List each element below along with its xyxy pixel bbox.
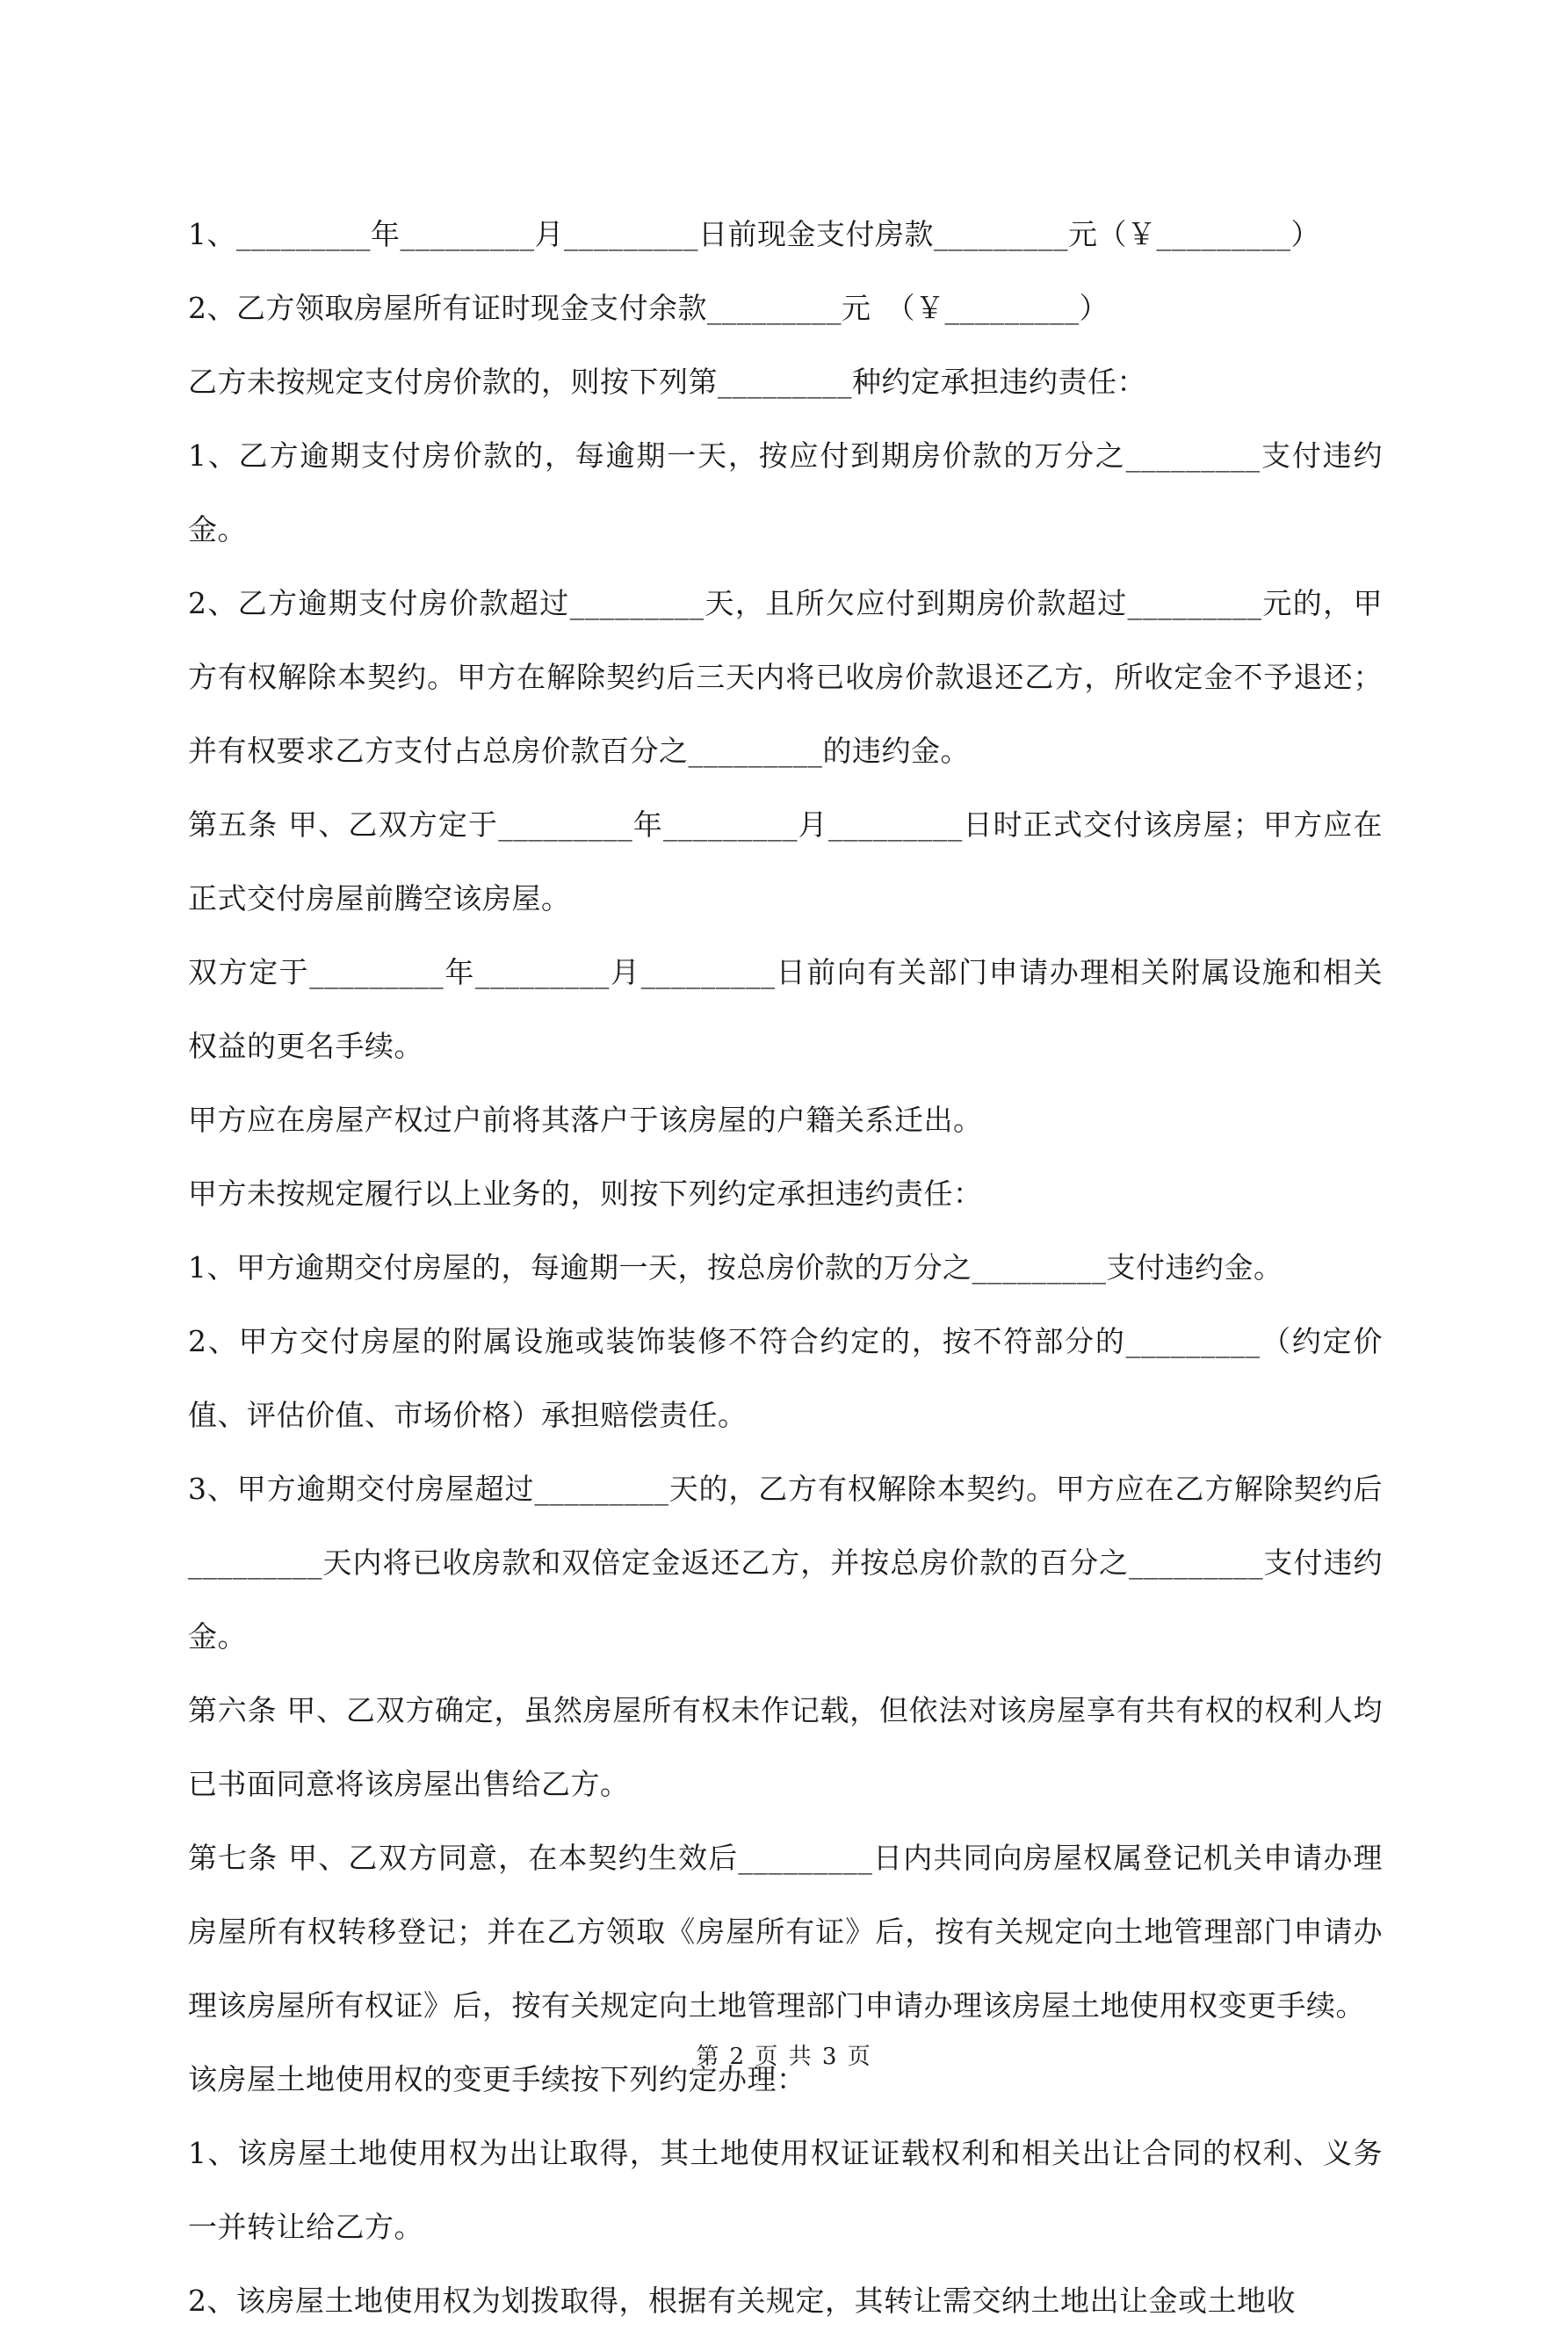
seller-default-clause-3: 3、甲方逾期交付房屋超过_________天的，乙方有权解除本契约。甲方应在乙方解除契约后_________天内将已收房款和双倍定金返还乙方，并按总房价款的百分之_________支付违约金。 <box>188 1472 1383 1654</box>
land-use-clause-1: 1、该房屋土地使用权为出让取得，其土地使用权证证载权利和相关出让合同的权利、义务一并转让给乙方。 <box>188 2136 1383 2244</box>
payment-clause-2: 2、乙方领取房屋所有证时现金支付余款_________元 （￥_________） <box>188 291 1109 325</box>
transfer-formalities: 双方定于_________年_________月_________日前向有关部门申请办理相关附属设施和相关权益的更名手续。 <box>188 955 1383 1063</box>
seller-default-clause-2: 2、甲方交付房屋的附属设施或装饰装修不符合约定的，按不符部分的_________（约定价值、评估价值、市场价格）承担赔偿责任。 <box>188 1324 1383 1432</box>
seller-default-intro: 甲方未按规定履行以上业务的，则按下列约定承担违约责任： <box>188 1176 983 1211</box>
payment-clause-1: 1、_________年_________月_________日前现金支付房款_________元（￥_________） <box>188 217 1320 251</box>
seller-default-clause-1: 1、甲方逾期交付房屋的，每逾期一天，按总房价款的万分之_________支付违约金。 <box>188 1250 1283 1285</box>
article-6: 第六条 甲、乙双方确定，虽然房屋所有权未作记载，但依法对该房屋享有共有权的权利人均已书面同意将该房屋出售给乙方。 <box>188 1693 1383 1801</box>
land-use-clause-2: 2、该房屋土地使用权为划拨取得，根据有关规定，其转让需交纳土地出让金或土地收 <box>188 2284 1296 2318</box>
buyer-default-intro: 乙方未按规定支付房价款的，则按下列第_________种约定承担违约责任： <box>188 365 1146 399</box>
household-registration: 甲方应在房屋产权过户前将其落户于该房屋的户籍关系迁出。 <box>188 1103 983 1137</box>
contract-body <box>188 198 1383 2338</box>
buyer-default-clause-1: 1、乙方逾期支付房价款的，每逾期一天，按应付到期房价款的万分之_________支付违约金。 <box>188 438 1383 546</box>
page-number-footer: 第 2 页 共 3 页 <box>696 2044 872 2070</box>
land-use-intro: 该房屋土地使用权的变更手续按下列约定办理： <box>188 2062 806 2096</box>
article-5: 第五条 甲、乙双方定于_________年_________月_________日时正式交付该房屋；甲方应在正式交付房屋前腾空该房屋。 <box>188 807 1383 916</box>
article-7: 第七条 甲、乙双方同意，在本契约生效后_________日内共同向房屋权属登记机关申请办理房屋所有权转移登记；并在乙方领取《房屋所有证》后，按有关规定向土地管理部门申请办理该房屋所有权证》后，按有关规定向土地管理部门申请办理该房屋土地使用权变更手续。 <box>188 1841 1383 2023</box>
buyer-default-clause-2: 2、乙方逾期支付房价款超过_________天，且所欠应付到期房价款超过_________元的，甲方有权解除本契约。甲方在解除契约后三天内将已收房价款退还乙方，所收定金不予退还；并有权要求乙方支付占总房价款百分之_________的违约金。 <box>188 586 1383 768</box>
